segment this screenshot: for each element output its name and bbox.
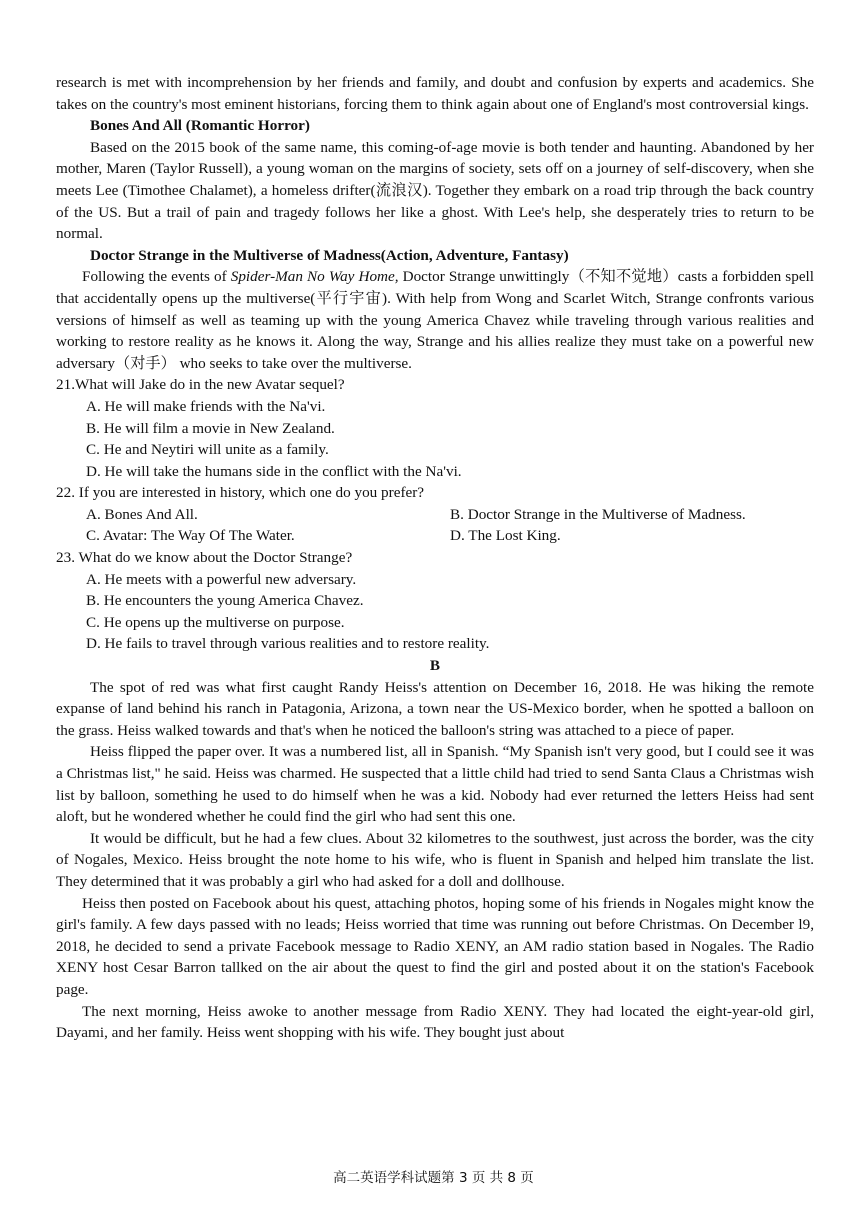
q23-option-a: A. He meets with a powerful new adversary. (86, 570, 357, 588)
passage-b-paragraph-4: Heiss then posted on Facebook about his quest, attaching photos, hoping some of his friends in Nogales might know the girl's family. A few days passed with no leads; Heiss worried that time was running out before Christmas. On December l9, 2018, he decided to send a private Facebook message to Radio XENY, an AM radio station based in Nogales. The Radio XENY host Cesar Barron tallked on the air about the quest to find the girl and posted about it on the station's Facebook page. (56, 894, 814, 998)
question-22: 22. If you are interested in history, which one do you prefer? (56, 484, 425, 502)
passage-b-paragraph-2: Heiss flipped the paper over. It was a numbered list, all in Spanish. “My Spanish isn't very good, but I could see it was a Christmas list," he said. Heiss was charmed. He suspected that a little child had tried to send Santa Claus a Christmas wish list by balloon, something he used to do himself when he was a kid. Nobody had ever returned the letters Heiss had sent aloft, but he wondered whether he could find the girl who had sent this one. (56, 743, 814, 826)
q22-options-row-2 (56, 525, 814, 547)
question-21: 21.What will Jake do in the new Avatar sequel? (56, 376, 345, 394)
movie-body-bones: Based on the 2015 book of the same name, this coming-of-age movie is both tender and haunting. Abandoned by her mother, Maren (Taylor Russell), a young woman on the margins of society, sets off on a journey of self-discovery, when she meets Lee (Timothee Chalamet), a homeless drifter(流浪汉). Together they embark on a road trip through the back country of the US. But a trail of pain and tragedy follows her like a ghost. With Lee's help, she desperately tries to return to be normal. (56, 138, 814, 243)
passage-b-paragraph-1: The spot of red was what first caught Randy Heiss's attention on December 16, 2018. He was hiking the remote expanse of land behind his ranch in Patagonia, Arizona, a town near the US-Mexico border, when he spotted a balloon on the grass. Heiss walked towards and that's when he noticed the balloon's string was attached to a piece of paper. (56, 678, 814, 739)
question-23: 23. What do we know about the Doctor Strange? (56, 549, 353, 567)
movie-heading-doctor-strange: Doctor Strange in the Multiverse of Madness(Action, Adventure, Fantasy) (90, 246, 569, 264)
body-post: Doctor Strange unwittingly（不知不觉地）casts a forbidden spell that accidentally opens up the multiverse(平行宇宙). With help from Wong and Scarlet Witch, Strange confronts various versions of himself as well as teaming up with the young America Chavez while traveling through various realities and working to restore reality as he knows it. Along the way, Strange and his allies realize they must take on a powerful new adversary（对手） who seeks to take over the multiverse. (56, 268, 814, 372)
q22-option-d: D. The Lost King. (450, 527, 561, 545)
q23-option-b: B. He encounters the young America Chavez. (86, 592, 364, 610)
q23-option-c: C. He opens up the multiverse on purpose. (86, 613, 345, 631)
passage-b-paragraph-3: It would be difficult, but he had a few clues. About 32 kilometres to the southwest, just across the border, was the city of Nogales, Mexico. Heiss brought the note home to his wife, who is fluent in Spanish and helped him translate the list. They determined that it was probably a girl who had asked for a doll and dollhouse. (56, 829, 814, 890)
q22-option-a: A. Bones And All. (86, 505, 198, 523)
passage-b-paragraph-5: The next morning, Heiss awoke to another message from Radio XENY. They had located the eight-year-old girl, Dayami, and her family. Heiss went shopping with his wife. They bought just about (56, 1002, 814, 1042)
intro-paragraph: research is met with incomprehension by her friends and family, and doubt and confusion by experts and academics. She takes on the country's most eminent historians, forcing them to think again about one of England's most controversial kings. (56, 74, 814, 113)
page-footer: 高二英语学科试题第 3 页 共 8 页 (333, 1170, 534, 1186)
q21-option-b: B. He will film a movie in New Zealand. (86, 419, 335, 437)
q21-option-a: A. He will make friends with the Na'vi. (86, 397, 326, 415)
movie-heading-bones: Bones And All (Romantic Horror) (90, 117, 310, 135)
movie-body-doctor-strange (56, 266, 814, 374)
section-b-label: B (429, 657, 441, 675)
q23-option-d: D. He fails to travel through various realities and to restore reality. (86, 635, 490, 653)
q22-option-c: C. Avatar: The Way Of The Water. (86, 527, 295, 545)
body-pre: Following the events of (82, 268, 231, 286)
q22-options-row-1 (56, 504, 814, 526)
body-italic-title: Spider-Man No Way Home, (230, 268, 399, 286)
q21-option-c: C. He and Neytiri will unite as a family. (86, 441, 329, 459)
q21-option-d: D. He will take the humans side in the conflict with the Na'vi. (86, 462, 462, 480)
q22-option-b: B. Doctor Strange in the Multiverse of Madness. (450, 505, 746, 523)
page-content (56, 72, 814, 1044)
